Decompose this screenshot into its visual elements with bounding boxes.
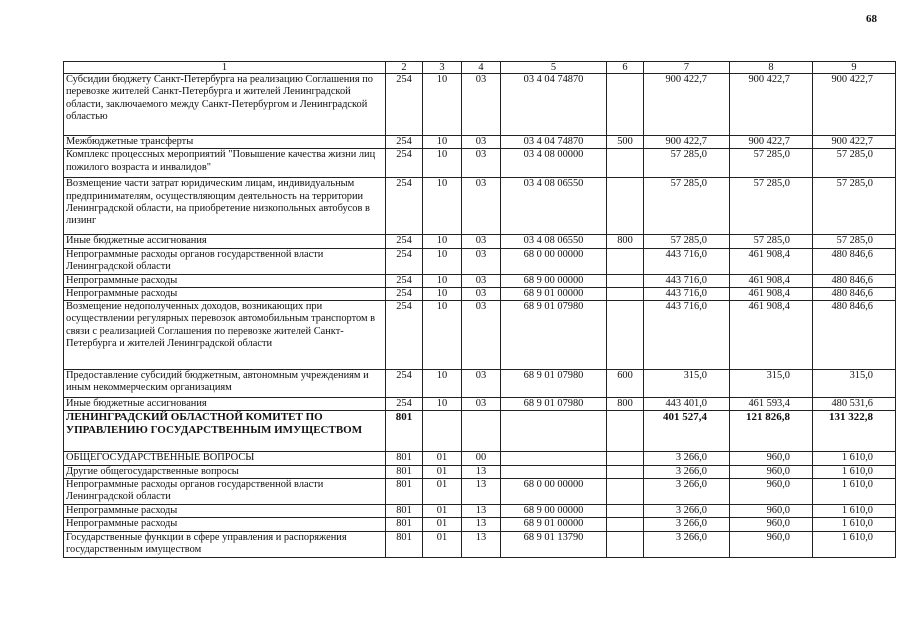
row-amount-year2-cell: 900 422,7 — [730, 136, 813, 149]
row-section-cell: 10 — [423, 235, 462, 248]
row-section-cell: 10 — [423, 274, 462, 287]
row-expense-type-cell — [607, 287, 644, 300]
row-name-cell: Субсидии бюджету Санкт-Петербурга на реализацию Соглашения по перевозке жителей Санкт-Петербурга и жителей Ленинградской области, заключаемого между Санкт-Петербургом и Ленинградской областью — [64, 74, 386, 136]
row-section-cell: 10 — [423, 287, 462, 300]
row-code-cell: 801 — [386, 452, 423, 465]
table-row — [64, 370, 896, 398]
row-amount-year1-cell: 900 422,7 — [644, 136, 730, 149]
row-expense-type-cell — [607, 452, 644, 465]
row-code-cell: 801 — [386, 465, 423, 478]
row-subsection-cell: 13 — [462, 518, 501, 531]
row-target-article-cell: 03 4 04 74870 — [501, 136, 607, 149]
row-amount-year1-cell: 900 422,7 — [644, 74, 730, 136]
row-amount-year2-cell: 960,0 — [730, 505, 813, 518]
row-subsection-cell: 03 — [462, 178, 501, 235]
row-section-cell: 01 — [423, 531, 462, 557]
row-expense-type-cell — [607, 248, 644, 274]
row-amount-year2-cell: 57 285,0 — [730, 235, 813, 248]
row-section-cell: 10 — [423, 74, 462, 136]
row-subsection-cell: 03 — [462, 287, 501, 300]
row-amount-year3-cell: 1 610,0 — [813, 452, 896, 465]
row-expense-type-cell — [607, 74, 644, 136]
row-amount-year1-cell: 3 266,0 — [644, 531, 730, 557]
row-name-cell: Государственные функции в сфере управления и распоряжения государственным имуществом — [64, 531, 386, 557]
row-target-article-cell: 03 4 08 06550 — [501, 235, 607, 248]
row-amount-year1-cell: 443 401,0 — [644, 398, 730, 411]
row-subsection-cell: 03 — [462, 398, 501, 411]
row-expense-type-cell — [607, 274, 644, 287]
table-row — [64, 248, 896, 274]
row-amount-year3-cell: 1 610,0 — [813, 505, 896, 518]
row-code-cell: 801 — [386, 518, 423, 531]
row-subsection-cell: 03 — [462, 149, 501, 178]
row-name-cell: Возмещение недополученных доходов, возникающих при осуществлении регулярных перевозок автомобильным транспортом в связи с реализацией Соглашения по перевозке жителей Санкт-Петербурга и жителей Ленинградской области — [64, 301, 386, 370]
row-name-cell: Непрограммные расходы — [64, 287, 386, 300]
row-name-cell: ОБЩЕГОСУДАРСТВЕННЫЕ ВОПРОСЫ — [64, 452, 386, 465]
table-row — [64, 452, 896, 465]
table-row — [64, 136, 896, 149]
row-name-cell: Возмещение части затрат юридическим лицам, индивидуальным предпринимателям, осуществляющим деятельность на территории Ленинградской области, на приобретение низкопольных автобусов в лизинг — [64, 178, 386, 235]
row-amount-year2-cell: 315,0 — [730, 370, 813, 398]
row-target-article-cell: 03 4 08 06550 — [501, 178, 607, 235]
row-amount-year2-cell: 57 285,0 — [730, 178, 813, 235]
row-code-cell: 801 — [386, 411, 423, 452]
row-target-article-cell — [501, 452, 607, 465]
row-name-cell: Непрограммные расходы — [64, 505, 386, 518]
row-amount-year3-cell: 57 285,0 — [813, 235, 896, 248]
row-amount-year1-cell: 443 716,0 — [644, 248, 730, 274]
row-subsection-cell: 13 — [462, 505, 501, 518]
row-expense-type-cell: 800 — [607, 235, 644, 248]
row-code-cell: 254 — [386, 301, 423, 370]
budget-table — [63, 61, 896, 558]
row-amount-year3-cell: 480 531,6 — [813, 398, 896, 411]
table-row — [64, 505, 896, 518]
row-amount-year2-cell: 57 285,0 — [730, 149, 813, 178]
row-code-cell: 254 — [386, 274, 423, 287]
row-code-cell: 801 — [386, 531, 423, 557]
row-target-article-cell — [501, 465, 607, 478]
row-target-article-cell: 68 9 01 07980 — [501, 370, 607, 398]
row-amount-year2-cell: 960,0 — [730, 518, 813, 531]
row-subsection-cell: 03 — [462, 136, 501, 149]
row-amount-year3-cell: 1 610,0 — [813, 479, 896, 505]
row-subsection-cell: 00 — [462, 452, 501, 465]
row-amount-year2-cell: 461 593,4 — [730, 398, 813, 411]
table-row — [64, 398, 896, 411]
row-amount-year1-cell: 401 527,4 — [644, 411, 730, 452]
row-amount-year2-cell: 960,0 — [730, 531, 813, 557]
table-row — [64, 479, 896, 505]
row-target-article-cell: 68 9 01 00000 — [501, 518, 607, 531]
row-name-cell: Предоставление субсидий бюджетным, автономным учреждениям и иным некоммерческим организациям — [64, 370, 386, 398]
row-target-article-cell: 03 4 04 74870 — [501, 74, 607, 136]
row-amount-year2-cell: 900 422,7 — [730, 74, 813, 136]
row-subsection-cell: 03 — [462, 235, 501, 248]
page-number: 68 — [866, 13, 877, 25]
row-subsection-cell: 13 — [462, 479, 501, 505]
row-section-cell — [423, 411, 462, 452]
row-code-cell: 801 — [386, 505, 423, 518]
row-target-article-cell — [501, 411, 607, 452]
row-name-cell: Непрограммные расходы органов государственной власти Ленинградской области — [64, 479, 386, 505]
row-amount-year1-cell: 57 285,0 — [644, 149, 730, 178]
row-name-cell: ЛЕНИНГРАДСКИЙ ОБЛАСТНОЙ КОМИТЕТ ПО УПРАВЛЕНИЮ ГОСУДАРСТВЕННЫМ ИМУЩЕСТВОМ — [64, 411, 386, 452]
row-code-cell: 254 — [386, 248, 423, 274]
row-expense-type-cell — [607, 301, 644, 370]
row-target-article-cell: 03 4 08 00000 — [501, 149, 607, 178]
row-amount-year2-cell: 960,0 — [730, 465, 813, 478]
row-subsection-cell: 03 — [462, 301, 501, 370]
row-amount-year2-cell: 960,0 — [730, 452, 813, 465]
row-expense-type-cell: 800 — [607, 398, 644, 411]
row-expense-type-cell — [607, 411, 644, 452]
column-header: 6 — [607, 62, 644, 74]
row-amount-year3-cell: 1 610,0 — [813, 465, 896, 478]
row-name-cell: Иные бюджетные ассигнования — [64, 235, 386, 248]
column-header: 5 — [501, 62, 607, 74]
row-amount-year1-cell: 443 716,0 — [644, 301, 730, 370]
row-amount-year1-cell: 443 716,0 — [644, 274, 730, 287]
table-row — [64, 411, 896, 452]
table-row — [64, 235, 896, 248]
column-header: 7 — [644, 62, 730, 74]
row-expense-type-cell: 500 — [607, 136, 644, 149]
row-expense-type-cell — [607, 505, 644, 518]
column-header: 9 — [813, 62, 896, 74]
row-name-cell: Иные бюджетные ассигнования — [64, 398, 386, 411]
row-amount-year1-cell: 315,0 — [644, 370, 730, 398]
row-subsection-cell: 03 — [462, 248, 501, 274]
row-amount-year3-cell: 57 285,0 — [813, 178, 896, 235]
column-header: 4 — [462, 62, 501, 74]
row-section-cell: 10 — [423, 398, 462, 411]
row-amount-year1-cell: 57 285,0 — [644, 235, 730, 248]
row-amount-year3-cell: 480 846,6 — [813, 287, 896, 300]
row-section-cell: 10 — [423, 136, 462, 149]
table-row — [64, 531, 896, 557]
row-code-cell: 254 — [386, 370, 423, 398]
row-expense-type-cell: 600 — [607, 370, 644, 398]
row-amount-year2-cell: 960,0 — [730, 479, 813, 505]
row-target-article-cell: 68 9 01 00000 — [501, 287, 607, 300]
row-target-article-cell: 68 9 01 07980 — [501, 398, 607, 411]
row-code-cell: 254 — [386, 149, 423, 178]
row-section-cell: 10 — [423, 301, 462, 370]
table-row — [64, 149, 896, 178]
row-section-cell: 01 — [423, 479, 462, 505]
row-amount-year2-cell: 461 908,4 — [730, 248, 813, 274]
row-code-cell: 801 — [386, 479, 423, 505]
row-section-cell: 10 — [423, 149, 462, 178]
row-amount-year1-cell: 3 266,0 — [644, 465, 730, 478]
row-amount-year1-cell: 57 285,0 — [644, 178, 730, 235]
table-row — [64, 301, 896, 370]
row-target-article-cell: 68 9 01 07980 — [501, 301, 607, 370]
row-name-cell: Комплекс процессных мероприятий "Повышение качества жизни лиц пожилого возраста и инвалидов" — [64, 149, 386, 178]
row-target-article-cell: 68 0 00 00000 — [501, 248, 607, 274]
column-header: 1 — [64, 62, 386, 74]
row-amount-year3-cell: 1 610,0 — [813, 518, 896, 531]
table-row — [64, 74, 896, 136]
row-amount-year2-cell: 461 908,4 — [730, 287, 813, 300]
row-amount-year3-cell: 900 422,7 — [813, 74, 896, 136]
row-amount-year3-cell: 131 322,8 — [813, 411, 896, 452]
row-section-cell: 01 — [423, 518, 462, 531]
row-section-cell: 10 — [423, 178, 462, 235]
row-section-cell: 01 — [423, 452, 462, 465]
row-amount-year3-cell: 57 285,0 — [813, 149, 896, 178]
column-header: 2 — [386, 62, 423, 74]
row-subsection-cell — [462, 411, 501, 452]
row-amount-year3-cell: 480 846,6 — [813, 248, 896, 274]
column-header: 8 — [730, 62, 813, 74]
table-row — [64, 287, 896, 300]
row-expense-type-cell — [607, 518, 644, 531]
row-amount-year1-cell: 3 266,0 — [644, 479, 730, 505]
row-code-cell: 254 — [386, 235, 423, 248]
row-name-cell: Непрограммные расходы — [64, 518, 386, 531]
row-target-article-cell: 68 9 01 13790 — [501, 531, 607, 557]
column-header: 3 — [423, 62, 462, 74]
row-section-cell: 01 — [423, 465, 462, 478]
row-subsection-cell: 03 — [462, 74, 501, 136]
table-row — [64, 178, 896, 235]
row-target-article-cell: 68 0 00 00000 — [501, 479, 607, 505]
row-expense-type-cell — [607, 479, 644, 505]
row-amount-year3-cell: 900 422,7 — [813, 136, 896, 149]
row-amount-year2-cell: 461 908,4 — [730, 301, 813, 370]
row-amount-year2-cell: 121 826,8 — [730, 411, 813, 452]
table-row — [64, 274, 896, 287]
row-subsection-cell: 03 — [462, 370, 501, 398]
row-section-cell: 01 — [423, 505, 462, 518]
row-code-cell: 254 — [386, 178, 423, 235]
row-code-cell: 254 — [386, 136, 423, 149]
row-amount-year1-cell: 443 716,0 — [644, 287, 730, 300]
row-section-cell: 10 — [423, 248, 462, 274]
table-header-row — [64, 62, 896, 74]
row-code-cell: 254 — [386, 287, 423, 300]
row-expense-type-cell — [607, 178, 644, 235]
row-amount-year3-cell: 480 846,6 — [813, 274, 896, 287]
row-amount-year1-cell: 3 266,0 — [644, 505, 730, 518]
table-body — [64, 74, 896, 558]
row-target-article-cell: 68 9 00 00000 — [501, 274, 607, 287]
row-target-article-cell: 68 9 00 00000 — [501, 505, 607, 518]
row-amount-year1-cell: 3 266,0 — [644, 452, 730, 465]
table-row — [64, 518, 896, 531]
row-subsection-cell: 13 — [462, 465, 501, 478]
row-code-cell: 254 — [386, 74, 423, 136]
row-subsection-cell: 03 — [462, 274, 501, 287]
row-code-cell: 254 — [386, 398, 423, 411]
row-amount-year3-cell: 315,0 — [813, 370, 896, 398]
row-expense-type-cell — [607, 149, 644, 178]
row-amount-year2-cell: 461 908,4 — [730, 274, 813, 287]
row-name-cell: Другие общегосударственные вопросы — [64, 465, 386, 478]
row-expense-type-cell — [607, 531, 644, 557]
row-name-cell: Непрограммные расходы — [64, 274, 386, 287]
table-row — [64, 465, 896, 478]
row-name-cell: Непрограммные расходы органов государственной власти Ленинградской области — [64, 248, 386, 274]
row-subsection-cell: 13 — [462, 531, 501, 557]
row-name-cell: Межбюджетные трансферты — [64, 136, 386, 149]
row-expense-type-cell — [607, 465, 644, 478]
row-amount-year3-cell: 480 846,6 — [813, 301, 896, 370]
row-amount-year3-cell: 1 610,0 — [813, 531, 896, 557]
row-section-cell: 10 — [423, 370, 462, 398]
row-amount-year1-cell: 3 266,0 — [644, 518, 730, 531]
